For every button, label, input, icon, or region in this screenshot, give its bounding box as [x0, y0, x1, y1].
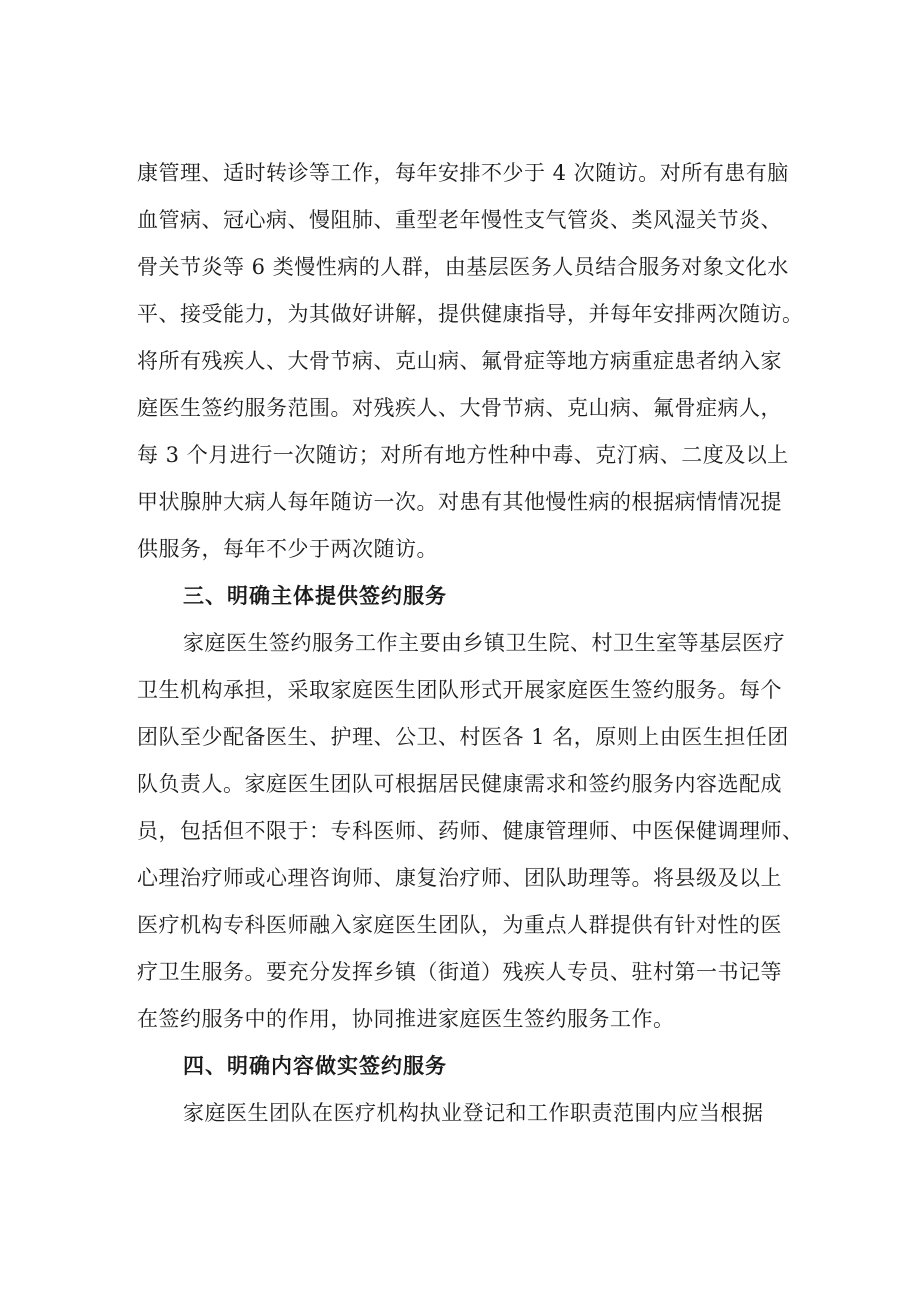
section-heading-4: 四、明确内容做实签约服务	[183, 1054, 447, 1078]
section-heading-3: 三、明确主体提供签约服务	[183, 584, 447, 608]
text-line: 骨关节炎等 6 类慢性病的人群，由基层医务人员结合服务对象文化水	[137, 255, 789, 279]
text-line: 在签约服务中的作用，协同推进家庭医生签约服务工作。	[137, 1007, 675, 1031]
text-line: 供服务，每年不少于两次随访。	[137, 537, 438, 561]
text-line: 员，包括但不限于：专科医师、药师、健康管理师、中医保健调理师、	[137, 819, 804, 843]
text-line: 医疗机构专科医师融入家庭医生团队，为重点人群提供有针对性的医	[137, 913, 782, 937]
text-line: 队负责人。家庭医生团队可根据居民健康需求和签约服务内容选配成	[137, 772, 782, 796]
text-line: 血管病、冠心病、慢阻肺、重型老年慢性支气管炎、类风湿关节炎、	[137, 208, 782, 232]
text-line: 甲状腺肿大病人每年随访一次。对患有其他慢性病的根据病情情况提	[137, 490, 782, 514]
text-line: 庭医生签约服务范围。对残疾人、大骨节病、克山病、氟骨症病人，	[137, 396, 782, 420]
text-line: 家庭医生签约服务工作主要由乡镇卫生院、村卫生室等基层医疗	[183, 631, 785, 655]
text-line: 卫生机构承担，采取家庭医生团队形式开展家庭医生签约服务。每个	[137, 678, 782, 702]
text-line: 每 3 个月进行一次随访；对所有地方性种中毒、克汀病、二度及以上	[137, 443, 789, 467]
text-line: 平、接受能力，为其做好讲解，提供健康指导，并每年安排两次随访。	[137, 302, 804, 326]
text-line: 团队至少配备医生、护理、公卫、村医各 1 名，原则上由医生担任团	[137, 725, 789, 749]
text-line: 心理治疗师或心理咨询师、康复治疗师、团队助理等。将县级及以上	[137, 866, 782, 890]
text-line: 疗卫生服务。要充分发挥乡镇（街道）残疾人专员、驻村第一书记等	[137, 960, 782, 984]
text-line: 康管理、适时转诊等工作，每年安排不少于 4 次随访。对所有患有脑	[137, 161, 789, 185]
text-line: 将所有残疾人、大骨节病、克山病、氟骨症等地方病重症患者纳入家	[137, 349, 782, 373]
text-line: 家庭医生团队在医疗机构执业登记和工作职责范围内应当根据	[183, 1101, 764, 1125]
